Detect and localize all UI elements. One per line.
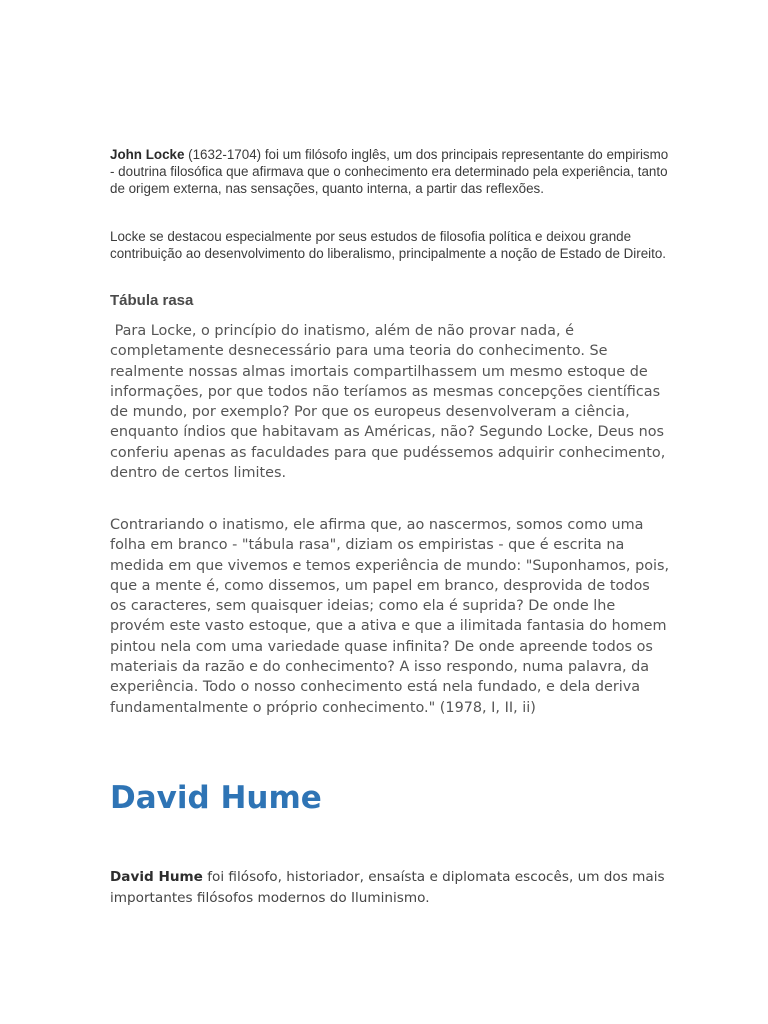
hume-name: David Hume: [110, 869, 203, 885]
hume-intro-text: foi filósofo, historiador, ensaísta e diplomata escocês, um dos mais importantes filósofos modernos do Iluminismo.: [110, 869, 665, 906]
tabula-rasa-quote-paragraph: Contrariando o inatismo, ele afirma que, ao nascermos, somos como uma folha em branco - "tábula rasa", diziam os empiristas - que é escrita na medida em que vivemos e temos experiência de mundo: "Suponhamos, pois, que a mente é, como dissemos, um papel em branco, desprovida de todos os caracteres, sem quaisquer ideias; como ela é suprida? De onde lhe provém este vasto estoque, que a ativa e que a ilimitada fantasia do homem pintou nela com uma variedade quase infinita? De onde apreende todos os materiais da razão e do conhecimento? A isso respondo, numa palavra, da experiência. Todo o nosso conhecimento está nela fundado, e dela deriva fundamentalmente o próprio conhecimento." (1978, I, II, ii): [110, 517, 670, 716]
locke-intro-paragraph: [110, 146, 670, 198]
hume-intro-paragraph: [110, 867, 670, 909]
david-hume-heading: David Hume: [110, 780, 322, 816]
tabula-rasa-heading: Tábula rasa: [110, 292, 194, 309]
locke-politics-paragraph: Locke se destacou especialmente por seus estudos de filosofia política e deixou grande contribuição ao desenvolvimento do liberalismo, principalmente a noção de Estado de Direito.: [110, 229, 667, 262]
locke-intro-text: (1632-1704) foi um filósofo inglês, um dos principais representante do empirismo - doutrina filosófica que afirmava que o conhecimento era determinado pela experiência, tanto de origem externa, nas sensações, quanto interna, a partir das reflexões.: [110, 147, 669, 197]
inatismo-paragraph: Para Locke, o princípio do inatismo, além de não provar nada, é completamente desnecessário para uma teoria do conhecimento. Se realmente nossas almas imortais compartilhassem um mesmo estoque de informações, por que todos não teríamos as mesmas concepções científicas de mundo, por exemplo? Por que os europeus desenvolveram a ciência, enquanto índios que habitavam as Américas, não? Segundo Locke, Deus nos conferiu apenas as faculdades para que pudéssemos adquirir conhecimento, dentro de certos limites.: [110, 323, 666, 482]
locke-name: John Locke: [110, 147, 185, 162]
